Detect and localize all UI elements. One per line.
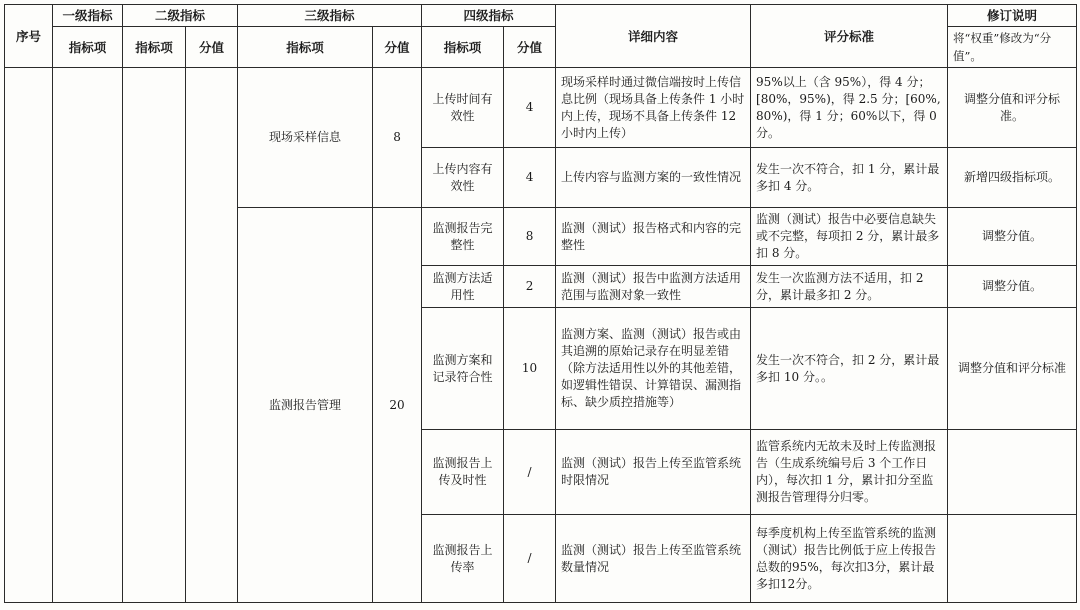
header-l2-score: 分值	[186, 27, 238, 68]
level3-score: 20	[373, 208, 422, 603]
criteria-cell: 发生一次监测方法不适用，扣 2 分，累计最多扣 2 分。	[751, 266, 948, 308]
level4-score: /	[504, 515, 556, 603]
revision-cell: 调整分值和评分标准。	[948, 68, 1077, 148]
detail-cell: 监测（测试）报告格式和内容的完整性	[556, 208, 751, 266]
level3-item: 现场采样信息	[238, 68, 373, 208]
criteria-cell: 监测（测试）报告中必要信息缺失或不完整，每项扣 2 分，累计最多扣 8 分。	[751, 208, 948, 266]
header-revision: 修订说明	[948, 5, 1077, 27]
header-row-1	[5, 5, 1077, 27]
header-l3-score: 分值	[373, 27, 422, 68]
level3-item: 监测报告管理	[238, 208, 373, 603]
header-l1-item: 指标项	[53, 27, 123, 68]
header-revision-note: 将“权重”修改为“分值”。	[948, 27, 1077, 68]
level2-item-cell	[123, 68, 186, 603]
indicator-table	[4, 4, 1077, 603]
header-l2-item: 指标项	[123, 27, 186, 68]
header-level2: 二级指标	[123, 5, 238, 27]
level4-item: 上传时间有效性	[422, 68, 504, 148]
revision-cell	[948, 430, 1077, 515]
level4-score: 8	[504, 208, 556, 266]
detail-cell: 监测（测试）报告上传至监管系统数量情况	[556, 515, 751, 603]
header-detail: 详细内容	[556, 5, 751, 68]
header-level3: 三级指标	[238, 5, 422, 27]
detail-cell: 监测（测试）报告中监测方法适用范围与监测对象一致性	[556, 266, 751, 308]
level4-item: 监测方法适用性	[422, 266, 504, 308]
criteria-cell: 发生一次不符合，扣 2 分，累计最多扣 10 分。。	[751, 308, 948, 430]
detail-cell: 监测（测试）报告上传至监管系统时限情况	[556, 430, 751, 515]
level4-score: 4	[504, 68, 556, 148]
detail-cell: 上传内容与监测方案的一致性情况	[556, 148, 751, 208]
level4-item: 上传内容有效性	[422, 148, 504, 208]
header-level4: 四级指标	[422, 5, 556, 27]
detail-cell: 监测方案、监测（测试）报告或由其追溯的原始记录存在明显差错（除方法适用性以外的其他差错，如逻辑性错误、计算错误、漏测指标、缺少质控措施等）	[556, 308, 751, 430]
header-seq: 序号	[5, 5, 53, 68]
level4-score: 4	[504, 148, 556, 208]
revision-cell: 新增四级指标项。	[948, 148, 1077, 208]
table-row	[5, 68, 1077, 148]
level1-item-cell	[53, 68, 123, 603]
header-l4-item: 指标项	[422, 27, 504, 68]
level4-score: 2	[504, 266, 556, 308]
header-l3-item: 指标项	[238, 27, 373, 68]
detail-cell: 现场采样时通过微信端按时上传信息比例（现场具备上传条件 1 小时内上传，现场不具备上传条件 12 小时内上传）	[556, 68, 751, 148]
level4-item: 监测报告上传率	[422, 515, 504, 603]
header-criteria: 评分标准	[751, 5, 948, 68]
level4-score: /	[504, 430, 556, 515]
revision-cell: 调整分值。	[948, 208, 1077, 266]
revision-cell: 调整分值和评分标准	[948, 308, 1077, 430]
level2-score-cell	[186, 68, 238, 603]
revision-cell: 调整分值。	[948, 266, 1077, 308]
header-level1: 一级指标	[53, 5, 123, 27]
criteria-cell: 发生一次不符合，扣 1 分，累计最多扣 4 分。	[751, 148, 948, 208]
header-l4-score: 分值	[504, 27, 556, 68]
criteria-cell: 每季度机构上传至监管系统的监测（测试）报告比例低于应上传报告总数的95%，每次扣3分，累计最多扣12分。	[751, 515, 948, 603]
criteria-cell: 95%以上（含 95%），得 4 分；[80%，95%)，得 2.5 分；[60%,80%)，得 1 分；60%以下，得 0 分。	[751, 68, 948, 148]
revision-cell	[948, 515, 1077, 603]
level3-score: 8	[373, 68, 422, 208]
level4-item: 监测报告完整性	[422, 208, 504, 266]
seq-cell	[5, 68, 53, 603]
level4-item: 监测方案和记录符合性	[422, 308, 504, 430]
level4-item: 监测报告上传及时性	[422, 430, 504, 515]
criteria-cell: 监管系统内无故未及时上传监测报告（生成系统编号后 3 个工作日内），每次扣 1 分，累计扣分至监测报告管理得分归零。	[751, 430, 948, 515]
level4-score: 10	[504, 308, 556, 430]
